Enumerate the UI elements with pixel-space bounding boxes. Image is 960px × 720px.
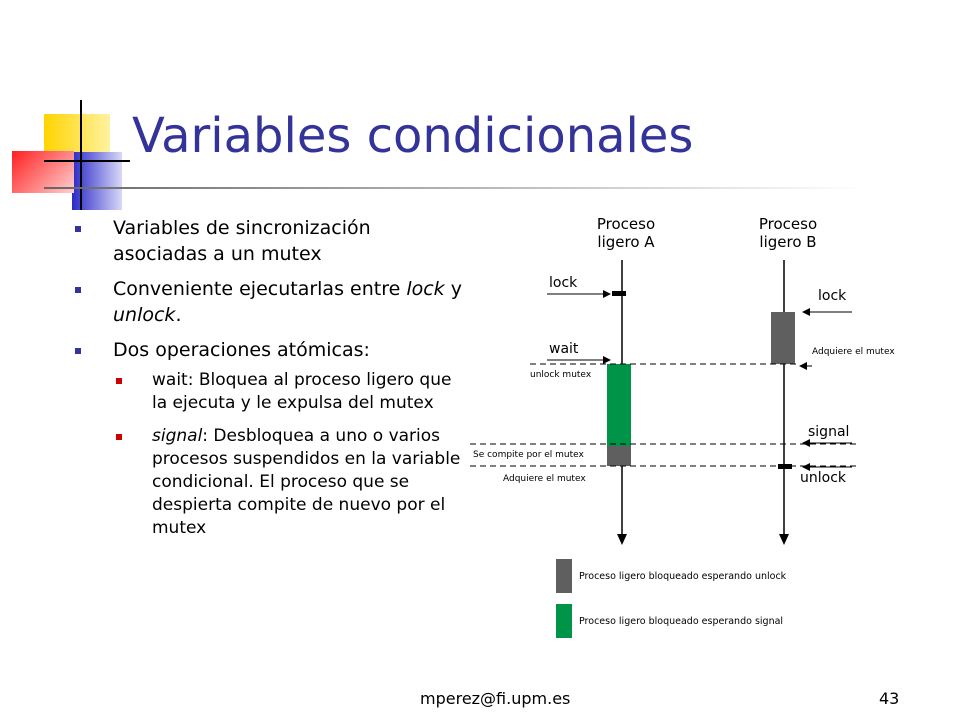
blocked-bar-unlock-b bbox=[771, 312, 795, 364]
sub-bullet-square-icon bbox=[116, 434, 122, 440]
decor-horizontal-line bbox=[44, 160, 130, 162]
label-unlock-mutex: unlock mutex bbox=[530, 370, 592, 380]
label-unlock-b: unlock bbox=[800, 470, 847, 486]
mutex-condvar-diagram bbox=[460, 200, 920, 650]
label-lock-b: lock bbox=[818, 288, 847, 304]
label-compete-mutex: Se compite por el mutex bbox=[473, 450, 584, 460]
legend-label-gray: Proceso ligero bloqueado esperando unlock bbox=[579, 571, 787, 582]
sub-bullet-item bbox=[113, 369, 462, 415]
legend-swatch-green bbox=[556, 604, 572, 638]
bullet-list bbox=[72, 215, 462, 550]
bullet-text: Dos operaciones atómicas: bbox=[113, 339, 370, 361]
bullet-square-icon bbox=[75, 348, 81, 354]
label-wait: wait bbox=[549, 341, 579, 357]
lock-tick-a bbox=[612, 291, 626, 296]
footer-email: mperez@fi.upm.es bbox=[420, 689, 571, 708]
blocked-bar-unlock-a bbox=[607, 446, 631, 466]
process-a-label: Proceso bbox=[596, 215, 656, 233]
bullet-square-icon bbox=[75, 226, 81, 232]
title-underline bbox=[44, 187, 864, 189]
bullet-square-icon bbox=[75, 287, 81, 293]
legend-swatch-gray bbox=[556, 559, 572, 593]
page-number: 43 bbox=[879, 689, 900, 708]
sub-bullet-term-signal: signal bbox=[152, 426, 203, 446]
process-b-label: Proceso bbox=[758, 215, 818, 233]
legend-label-green: Proceso ligero bloqueado esperando signal bbox=[579, 616, 784, 627]
label-acquire-b: Adquiere el mutex bbox=[812, 347, 895, 357]
bullet-text: Variables de sincronización asociadas a un mutex bbox=[113, 217, 371, 265]
bullet-text: . bbox=[175, 304, 182, 326]
sub-bullet-square-icon bbox=[116, 378, 122, 384]
decor-vertical-line bbox=[80, 100, 82, 210]
timeline-b-arrowhead-icon bbox=[779, 534, 789, 545]
sub-bullet-text: : Desbloquea a uno o varios procesos suspendidos en la variable condicional. El proceso que se despierta compite de nuevo por el mutex bbox=[152, 426, 461, 538]
process-a-label: ligero A bbox=[597, 233, 655, 251]
label-lock-a: lock bbox=[549, 275, 578, 291]
timeline-a-arrowhead-icon bbox=[617, 534, 627, 545]
bullet-text: Conveniente ejecutarlas entre bbox=[113, 278, 407, 300]
bullet-item bbox=[72, 337, 462, 540]
process-b-label: ligero B bbox=[759, 233, 817, 251]
bullet-term-unlock: unlock bbox=[113, 304, 176, 326]
sub-bullet-text: wait: Bloquea al proceso ligero que la ejecuta y le expulsa del mutex bbox=[152, 370, 452, 413]
bullet-term-lock: lock bbox=[406, 278, 445, 300]
label-acquire-a: Adquiere el mutex bbox=[503, 474, 586, 484]
sub-bullet-list bbox=[113, 369, 462, 540]
bullet-item bbox=[72, 215, 462, 267]
slide-title: Variables condicionales bbox=[132, 108, 694, 164]
sub-bullet-item bbox=[113, 425, 462, 540]
blocked-bar-signal-a bbox=[607, 364, 631, 446]
bullet-text: y bbox=[444, 278, 462, 300]
label-signal: signal bbox=[808, 424, 850, 440]
bullet-item bbox=[72, 276, 462, 328]
